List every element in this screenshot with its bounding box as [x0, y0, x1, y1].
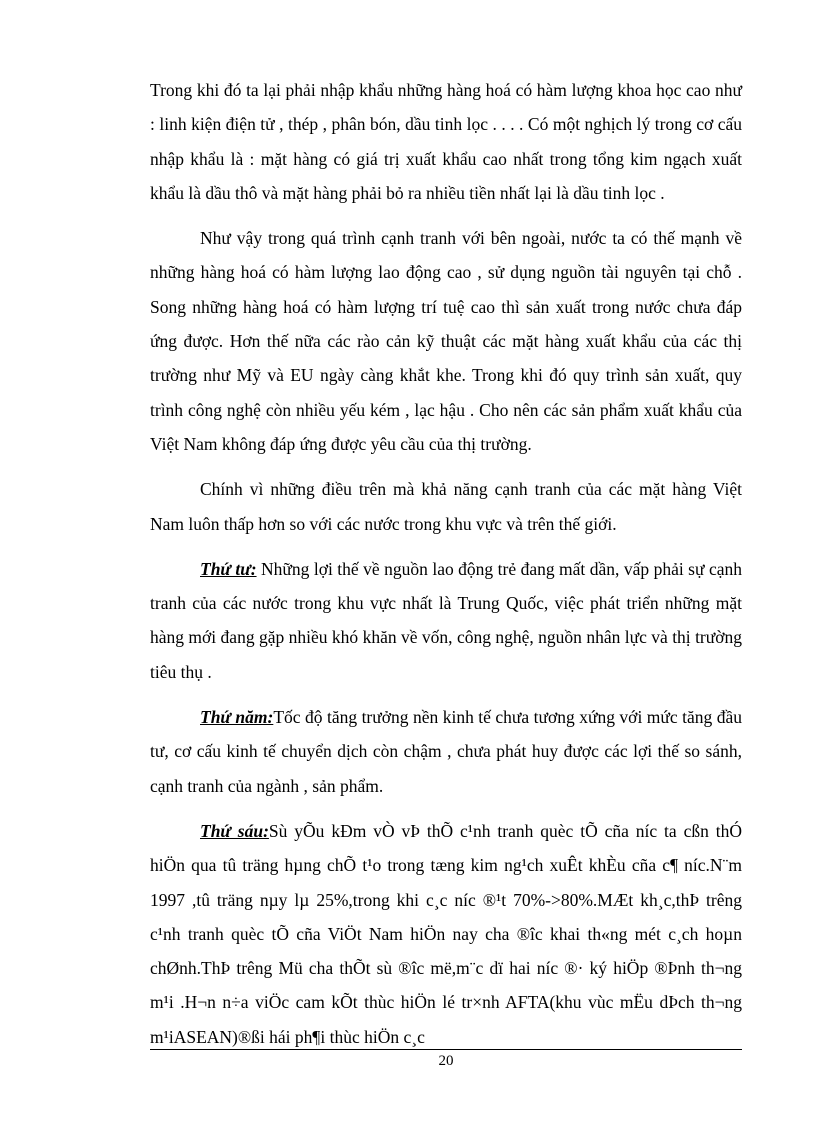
paragraph-text: Sù yÕu kÐm vÒ vÞ thÕ c¹nh tranh quèc tÕ cña níc ta cßn thÓ hiÖn qua tû träng hµng chÕ t¹o trong tæng kim ng¹ch xuÊt khÈu cña c¶ níc.N¨m 1997 ,tû träng nµy lµ 25%,trong khi c¸c níc ®¹t 70%->80%.MÆt kh¸c,thÞ trêng c¹nh tranh quèc tÕ cña ViÖt Nam hiÖn nay cha ®îc khai th«ng mét c¸ch hoµn chØnh.ThÞ trêng Mü cha thÕt sù ®îc më,m¨c dï hai níc ®· ký hiÖp ®Þnh th¬ng m¹i .H¬n n÷a viÖc cam kÕt thùc hiÖn lé tr×nh AFTA(khu vùc mËu dÞch th¬ng m¹iASEAN)®ßi hái ph¶i thùc hiÖn c¸c: [150, 820, 742, 1047]
paragraph-5: [150, 700, 742, 803]
page-number: 20: [438, 1053, 454, 1069]
paragraph-2: [150, 221, 742, 461]
paragraph-6: [150, 814, 742, 1054]
paragraph-text: Chính vì những điều trên mà khả năng cạnh tranh của các mặt hàng Việt Nam luôn thấp hơn so với các nước trong khu vực và trên thế giới.: [150, 479, 742, 534]
footer-divider: [150, 1049, 742, 1050]
paragraph-lead: Thứ tư:: [200, 558, 257, 579]
paragraph-text: Tốc độ tăng trưởng nền kinh tế chưa tương xứng với mức tăng đầu tư, cơ cấu kinh tế chuyển dịch còn chậm , chưa phát huy được các lợi thế so sánh, cạnh tranh của ngành , sản phẩm.: [150, 707, 742, 796]
paragraph-text: Như vậy trong quá trình cạnh tranh với bên ngoài, nước ta có thế mạnh về những hàng hoá có hàm lượng lao động cao , sử dụng nguồn tài nguyên tại chỗ . Song những hàng hoá có hàm lượng trí tuệ cao thì sản xuất trong nước chưa đáp ứng được. Hơn thế nữa các rào cản kỹ thuật các mặt hàng xuất khẩu của các thị trường như Mỹ và EU ngày càng khắt khe. Trong khi đó quy trình sản xuất, quy trình công nghệ còn nhiều yếu kém , lạc hậu . Cho nên các sản phẩm xuất khẩu của Việt Nam không đáp ứng được yêu cầu của thị trường.: [150, 228, 742, 454]
paragraph-lead: Thứ sáu:: [200, 820, 269, 841]
paragraph-4: [150, 552, 742, 689]
paragraph-text: Những lợi thế về nguồn lao động trẻ đang mất dần, vấp phải sự cạnh tranh của các nước trong khu vực nhất là Trung Quốc, việc phát triển những mặt hàng mới đang gặp nhiều khó khăn về vốn, công nghệ, nguồn nhân lực và thị trường tiêu thụ .: [150, 558, 742, 682]
paragraph-1: [150, 73, 742, 210]
paragraph-3: [150, 472, 742, 541]
body-text: [150, 73, 742, 1065]
paragraph-text: Trong khi đó ta lại phải nhập khẩu những hàng hoá có hàm lượng khoa học cao như : linh kiện điện tử , thép , phân bón, dầu tinh lọc . . . . Có một nghịch lý trong cơ cấu nhập khẩu là : mặt hàng có giá trị xuất khẩu cao nhất trong tổng kim ngạch xuất khẩu là dầu thô và mặt hàng phải bỏ ra nhiều tiền nhất lại là dầu tinh lọc .: [150, 80, 742, 203]
paragraph-lead: Thứ năm:: [200, 707, 274, 728]
